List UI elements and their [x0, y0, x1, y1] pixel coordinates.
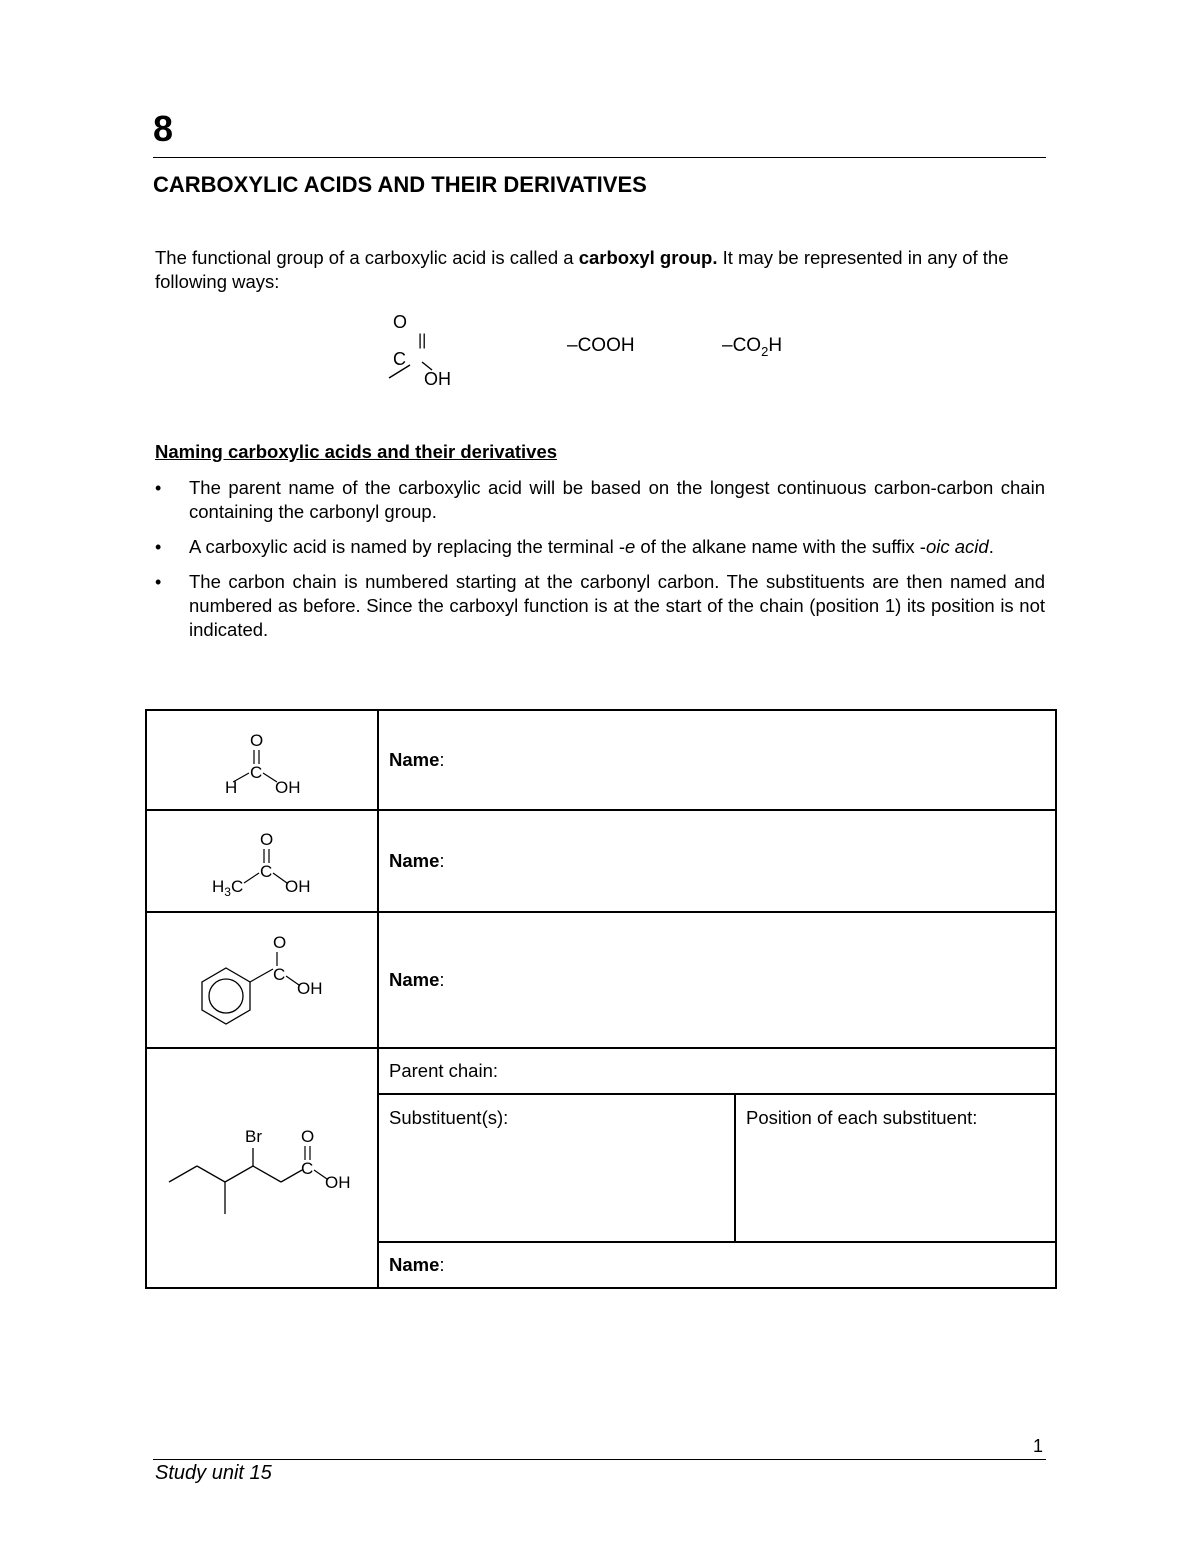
name-colon: : [439, 749, 445, 770]
substituents-label: Substituent(s): [389, 1107, 509, 1128]
co2h-end: H [768, 335, 783, 356]
carboxyl-group-term: carboxyl group. [578, 247, 718, 268]
name-colon: : [439, 969, 445, 990]
name-label: Name [389, 1254, 440, 1275]
atom-br: Br [245, 1127, 262, 1146]
atom-oh: OH [275, 778, 301, 797]
list-item [155, 535, 1045, 559]
suffix-e: e [624, 536, 636, 557]
structure-cell [146, 912, 378, 1048]
list-item [155, 570, 1045, 642]
bullet-text: of the alkane name with the suffix - [635, 536, 926, 557]
atom-oh: OH [297, 979, 323, 998]
atom-c: C [273, 965, 286, 984]
positions-cell[interactable] [735, 1094, 1056, 1242]
atom-o: O [250, 731, 264, 750]
page-number: 1 [1033, 1436, 1044, 1456]
atom-o: O [301, 1127, 315, 1146]
atom-h: H [225, 778, 238, 797]
structure-cell [146, 810, 378, 912]
section-heading: Naming carboxylic acids and their derivatives [155, 441, 558, 462]
name-label: Name [389, 749, 440, 770]
atom-c: C [301, 1159, 314, 1178]
atom-oh: OH [285, 877, 311, 896]
suffix-oic-acid: oic acid [925, 536, 989, 557]
table-row [146, 710, 1056, 810]
table-row [146, 810, 1056, 912]
bullet-mark: • [155, 537, 162, 557]
substituents-cell[interactable] [378, 1094, 735, 1242]
carbonyl-oxygen: O [393, 312, 408, 332]
chapter-title: CARBOXYLIC ACIDS AND THEIR DERIVATIVES [153, 172, 647, 197]
formic-acid-structure [147, 712, 375, 808]
name-answer-cell[interactable] [378, 710, 1056, 810]
naming-rules-list [155, 476, 1045, 653]
intro-paragraph [155, 246, 1045, 294]
acetic-acid-structure [147, 812, 375, 910]
bromo-acid-structure [147, 1050, 375, 1286]
bullet-mark: • [155, 572, 162, 592]
bullet-text: The carbon chain is numbered starting at the carbonyl carbon. The substituents are then named and numbered as before. Since the carboxyl function is at the start of the chain (position 1) its position is not indicated. [189, 571, 1045, 640]
table-row [146, 1048, 1056, 1094]
bullet-text: A carboxylic acid is named by replacing the terminal - [189, 536, 625, 557]
name-answer-cell[interactable] [378, 912, 1056, 1048]
co2h-subscript: 2 [761, 343, 769, 359]
top-rule [153, 157, 1046, 158]
name-colon: : [439, 1254, 445, 1275]
carboxyl-structural-formula [380, 305, 480, 397]
name-answer-cell[interactable] [378, 1242, 1056, 1288]
footer-unit: Study unit 15 [155, 1462, 272, 1484]
methyl-group: $H_3C$ [212, 877, 244, 899]
atom-o: O [260, 830, 274, 849]
parent-chain-label: Parent chain: [389, 1060, 499, 1081]
positions-label: Position of each substituent: [746, 1107, 978, 1128]
name-label: Name [389, 969, 440, 990]
bullet-text: . [988, 536, 994, 557]
bullet-text: The parent name of the carboxylic acid will be based on the longest continuous carbon-carbon chain containing the carbonyl group. [189, 477, 1045, 522]
structure-cell [146, 710, 378, 810]
benzoic-acid-structure [147, 914, 375, 1046]
name-label: Name [389, 850, 440, 871]
atom-c: C [250, 763, 263, 782]
hydroxyl-group: OH [424, 369, 451, 389]
intro-text-after: It may be represented in any of the following ways: [155, 247, 1009, 292]
atom-oh: OH [325, 1173, 351, 1192]
atom-c: C [260, 862, 273, 881]
atom-o: O [273, 933, 287, 952]
naming-table [145, 709, 1057, 1289]
bottom-rule [153, 1459, 1046, 1460]
condensed-formula-co2h [722, 335, 782, 359]
bullet-mark: • [155, 478, 162, 498]
carboxyl-carbon: C [393, 349, 406, 369]
intro-text-before: The functional group of a carboxylic acid is called a [155, 247, 579, 268]
table-row [146, 912, 1056, 1048]
name-colon: : [439, 850, 445, 871]
structure-cell [146, 1048, 378, 1288]
condensed-formula-cooh: –COOH [567, 335, 635, 356]
name-answer-cell[interactable] [378, 810, 1056, 912]
list-item [155, 476, 1045, 524]
chapter-number: 8 [153, 108, 174, 149]
aromatic-circle [209, 979, 243, 1013]
co2h-main: –CO [722, 335, 762, 356]
parent-chain-cell[interactable] [378, 1048, 1056, 1094]
double-bond-mark: || [418, 332, 427, 349]
